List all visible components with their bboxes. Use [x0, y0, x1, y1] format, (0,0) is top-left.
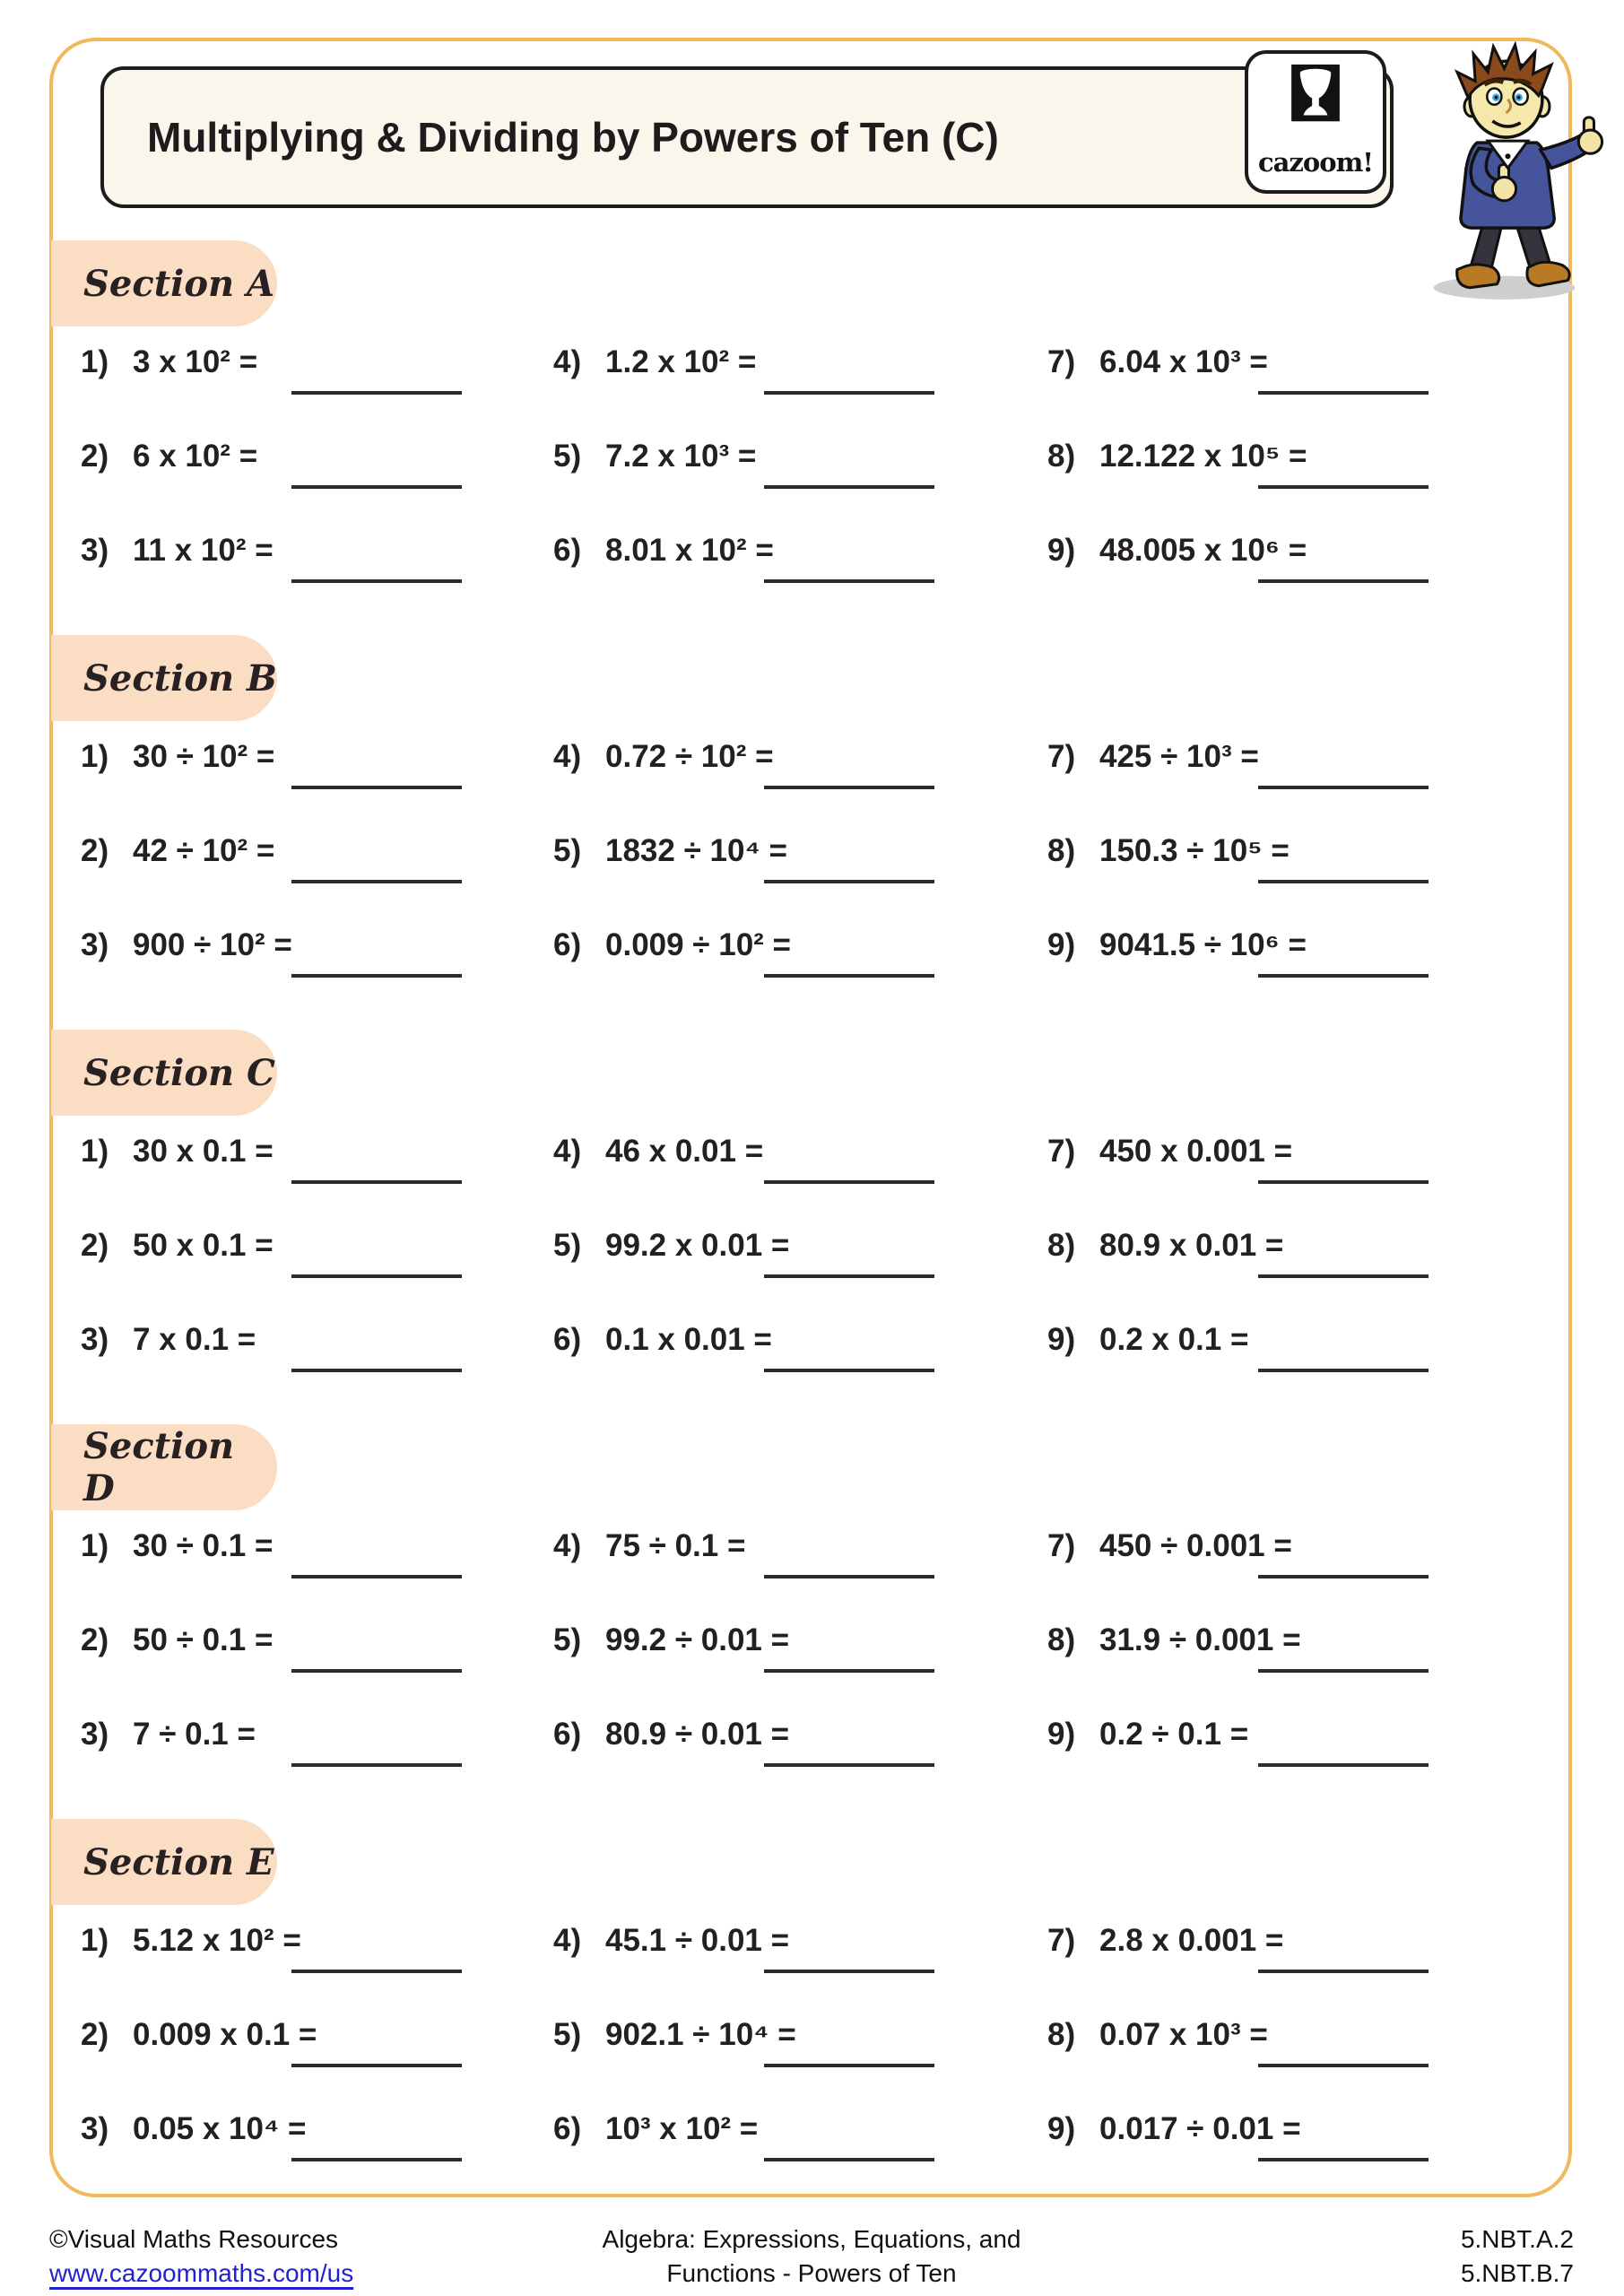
question-item	[553, 828, 1047, 922]
question-number: 8)	[1047, 833, 1076, 868]
answer-blank	[291, 391, 462, 395]
question-item	[81, 1617, 553, 1711]
answer-blank	[291, 2158, 462, 2161]
section-e	[51, 1819, 1572, 2213]
section-d	[51, 1424, 1572, 1819]
answer-blank	[764, 1369, 934, 1372]
question-number: 6)	[553, 1717, 582, 1752]
question-text	[81, 1317, 553, 1363]
question-item	[81, 527, 553, 622]
goblet-logo-icon	[1272, 63, 1359, 149]
footer-left	[49, 2222, 525, 2291]
question-expression: 99.2 ÷ 0.01 =	[605, 1622, 790, 1657]
answer-blank	[1258, 579, 1429, 583]
question-grid	[51, 734, 1572, 1016]
question-expression: 48.005 x 10⁶ =	[1099, 533, 1307, 568]
question-item	[1047, 433, 1575, 527]
question-item	[81, 339, 553, 433]
question-item	[1047, 828, 1575, 922]
question-expression: 75 ÷ 0.1 =	[605, 1528, 746, 1563]
question-item	[553, 734, 1047, 828]
section-c	[51, 1030, 1572, 1424]
question-number: 5)	[553, 2017, 582, 2052]
question-text	[81, 527, 553, 574]
section-header	[51, 1819, 277, 1905]
question-item	[1047, 734, 1575, 828]
question-number: 4)	[553, 1134, 582, 1169]
question-text	[1047, 1128, 1575, 1175]
answer-blank	[764, 880, 934, 883]
question-number: 5)	[553, 1622, 582, 1657]
question-expression: 0.2 x 0.1 =	[1099, 1322, 1249, 1357]
question-text	[81, 734, 553, 780]
boy-mascot-icon	[1406, 41, 1611, 309]
answer-blank	[764, 1763, 934, 1767]
question-text	[81, 922, 553, 969]
question-expression: 80.9 ÷ 0.01 =	[605, 1717, 790, 1752]
question-number: 7)	[1047, 1528, 1076, 1563]
answer-blank	[291, 880, 462, 883]
question-grid	[51, 1128, 1572, 1411]
question-expression: 0.009 x 0.1 =	[133, 2017, 317, 2052]
question-expression: 8.01 x 10² =	[605, 533, 774, 568]
answer-blank	[291, 1970, 462, 1973]
answer-blank	[764, 974, 934, 978]
section-b	[51, 635, 1572, 1030]
website-link[interactable]: www.cazoommaths.com/us	[49, 2258, 354, 2287]
question-number: 1)	[81, 1134, 109, 1169]
answer-blank	[291, 1369, 462, 1372]
question-number: 8)	[1047, 1622, 1076, 1657]
question-item	[1047, 2106, 1575, 2200]
answer-blank	[1258, 1369, 1429, 1372]
question-text	[553, 1222, 1047, 1269]
question-text	[1047, 1523, 1575, 1570]
question-column	[1047, 1523, 1575, 1805]
question-text	[553, 2106, 1047, 2152]
question-item	[553, 1711, 1047, 1805]
boy-mascot-illustration	[1406, 41, 1611, 309]
question-item	[1047, 922, 1575, 1016]
answer-blank	[1258, 1669, 1429, 1673]
question-text	[81, 2106, 553, 2152]
question-item	[553, 527, 1047, 622]
question-item	[81, 734, 553, 828]
answer-blank	[291, 579, 462, 583]
answer-blank	[764, 1274, 934, 1278]
answer-blank	[291, 1274, 462, 1278]
question-expression: 45.1 ÷ 0.01 =	[605, 1923, 790, 1958]
question-expression: 7 ÷ 0.1 =	[133, 1717, 256, 1752]
section-title: Section E	[83, 1840, 274, 1883]
question-grid	[51, 1918, 1572, 2200]
question-expression: 80.9 x 0.01 =	[1099, 1228, 1284, 1263]
question-number: 3)	[81, 1717, 109, 1752]
question-number: 3)	[81, 2111, 109, 2146]
question-text	[1047, 1222, 1575, 1269]
question-item	[81, 1317, 553, 1411]
question-item	[553, 1523, 1047, 1617]
question-item	[553, 2106, 1047, 2200]
question-item	[553, 339, 1047, 433]
question-expression: 7.2 x 10³ =	[605, 439, 757, 474]
question-item	[553, 1222, 1047, 1317]
question-text	[1047, 1617, 1575, 1664]
answer-blank	[764, 485, 934, 489]
question-column	[81, 339, 553, 622]
question-expression: 902.1 ÷ 10⁴ =	[605, 2017, 796, 2052]
section-header	[51, 240, 277, 326]
answer-blank	[1258, 2158, 1429, 2161]
question-number: 5)	[553, 1228, 582, 1263]
question-column	[553, 339, 1047, 622]
answer-blank	[291, 1669, 462, 1673]
question-expression: 0.2 ÷ 0.1 =	[1099, 1717, 1249, 1752]
answer-blank	[291, 2064, 462, 2067]
answer-blank	[1258, 974, 1429, 978]
question-text	[81, 1128, 553, 1175]
question-expression: 7 x 0.1 =	[133, 1322, 256, 1357]
question-column	[553, 734, 1047, 1016]
question-text	[553, 2012, 1047, 2058]
page-title: Multiplying & Dividing by Powers of Ten (C)	[147, 114, 999, 161]
question-item	[1047, 1711, 1575, 1805]
question-expression: 1832 ÷ 10⁴ =	[605, 833, 787, 868]
answer-blank	[291, 1180, 462, 1184]
question-item	[1047, 527, 1575, 622]
question-expression: 0.07 x 10³ =	[1099, 2017, 1268, 2052]
question-text	[1047, 1711, 1575, 1758]
question-text	[553, 433, 1047, 480]
answer-blank	[764, 391, 934, 395]
question-number: 7)	[1047, 344, 1076, 379]
question-expression: 99.2 x 0.01 =	[605, 1228, 790, 1263]
question-item	[81, 1128, 553, 1222]
footer-standards	[1098, 2222, 1574, 2291]
answer-blank	[1258, 786, 1429, 789]
question-number: 4)	[553, 1528, 582, 1563]
question-number: 2)	[81, 2017, 109, 2052]
question-column	[553, 1523, 1047, 1805]
question-expression: 0.05 x 10⁴ =	[133, 2111, 307, 2146]
question-expression: 30 ÷ 10² =	[133, 739, 275, 774]
question-number: 3)	[81, 533, 109, 568]
copyright-text: ©Visual Maths Resources	[49, 2225, 339, 2253]
answer-blank	[291, 1763, 462, 1767]
question-number: 9)	[1047, 1322, 1076, 1357]
question-expression: 42 ÷ 10² =	[133, 833, 275, 868]
question-number: 6)	[553, 2111, 582, 2146]
question-expression: 6 x 10² =	[133, 439, 258, 474]
question-number: 8)	[1047, 2017, 1076, 2052]
question-expression: 900 ÷ 10² =	[133, 927, 292, 962]
question-expression: 0.72 ÷ 10² =	[605, 739, 774, 774]
question-text	[1047, 339, 1575, 386]
answer-blank	[291, 485, 462, 489]
question-item	[1047, 339, 1575, 433]
question-text	[1047, 1918, 1575, 1964]
question-column	[81, 1128, 553, 1411]
footer	[49, 2222, 1574, 2291]
question-text	[553, 922, 1047, 969]
question-expression: 425 ÷ 10³ =	[1099, 739, 1259, 774]
question-number: 6)	[553, 533, 582, 568]
question-text	[81, 1711, 553, 1758]
answer-blank	[1258, 1763, 1429, 1767]
answer-blank	[1258, 1575, 1429, 1578]
section-title: Section D	[83, 1425, 235, 1509]
question-text	[1047, 527, 1575, 574]
question-text	[553, 1617, 1047, 1664]
question-text	[81, 1222, 553, 1269]
question-column	[81, 734, 553, 1016]
question-number: 5)	[553, 439, 582, 474]
question-expression: 5.12 x 10² =	[133, 1923, 301, 1958]
question-expression: 46 x 0.01 =	[605, 1134, 764, 1169]
section-title: Section A	[83, 262, 275, 305]
question-item	[1047, 1617, 1575, 1711]
question-item	[1047, 1523, 1575, 1617]
question-number: 4)	[553, 1923, 582, 1958]
question-expression: 11 x 10² =	[133, 533, 274, 568]
question-number: 1)	[81, 739, 109, 774]
sections-container	[51, 240, 1572, 2213]
question-number: 1)	[81, 344, 109, 379]
question-item	[81, 1523, 553, 1617]
answer-blank	[764, 1180, 934, 1184]
question-text	[81, 1918, 553, 1964]
answer-blank	[764, 1669, 934, 1673]
question-number: 1)	[81, 1528, 109, 1563]
footer-topic-line1: Algebra: Expressions, Equations, and	[602, 2225, 1021, 2253]
question-item	[81, 2012, 553, 2106]
question-number: 3)	[81, 1322, 109, 1357]
standard-code-2: 5.NBT.B.7	[1460, 2258, 1574, 2287]
question-item	[553, 1317, 1047, 1411]
question-number: 8)	[1047, 1228, 1076, 1263]
footer-topic-line2: Functions - Powers of Ten	[666, 2258, 957, 2287]
question-number: 6)	[553, 1322, 582, 1357]
question-text	[553, 339, 1047, 386]
answer-blank	[1258, 485, 1429, 489]
question-expression: 30 x 0.1 =	[133, 1134, 274, 1169]
question-text	[81, 2012, 553, 2058]
section-title: Section B	[83, 657, 277, 700]
question-expression: 150.3 ÷ 10⁵ =	[1099, 833, 1290, 868]
question-item	[553, 433, 1047, 527]
question-item	[81, 433, 553, 527]
question-number: 4)	[553, 739, 582, 774]
question-column	[81, 1918, 553, 2200]
question-expression: 12.122 x 10⁵ =	[1099, 439, 1307, 474]
question-expression: 2.8 x 0.001 =	[1099, 1923, 1284, 1958]
answer-blank	[764, 2064, 934, 2067]
question-text	[553, 828, 1047, 874]
answer-blank	[764, 1575, 934, 1578]
question-expression: 450 ÷ 0.001 =	[1099, 1528, 1292, 1563]
question-expression: 31.9 ÷ 0.001 =	[1099, 1622, 1301, 1657]
question-text	[1047, 2012, 1575, 2058]
question-text	[1047, 922, 1575, 969]
question-text	[553, 1128, 1047, 1175]
question-number: 1)	[81, 1923, 109, 1958]
footer-topic	[525, 2222, 1098, 2291]
question-expression: 50 ÷ 0.1 =	[133, 1622, 274, 1657]
question-text	[553, 734, 1047, 780]
question-expression: 1.2 x 10² =	[605, 344, 757, 379]
logo-text: cazoom!	[1257, 147, 1374, 178]
question-column	[1047, 1128, 1575, 1411]
question-column	[1047, 734, 1575, 1016]
section-a	[51, 240, 1572, 635]
section-header	[51, 1424, 277, 1510]
question-number: 2)	[81, 439, 109, 474]
question-item	[81, 1918, 553, 2012]
question-expression: 6.04 x 10³ =	[1099, 344, 1268, 379]
question-number: 9)	[1047, 2111, 1076, 2146]
question-item	[1047, 1222, 1575, 1317]
question-number: 2)	[81, 833, 109, 868]
question-item	[81, 828, 553, 922]
answer-blank	[764, 1970, 934, 1973]
standard-code-1: 5.NBT.A.2	[1460, 2225, 1574, 2253]
question-item	[553, 1617, 1047, 1711]
question-item	[553, 1128, 1047, 1222]
question-item	[553, 2012, 1047, 2106]
question-item	[1047, 2012, 1575, 2106]
question-item	[553, 1918, 1047, 2012]
answer-blank	[764, 579, 934, 583]
answer-blank	[291, 786, 462, 789]
answer-blank	[291, 974, 462, 978]
question-number: 9)	[1047, 927, 1076, 962]
question-column	[1047, 339, 1575, 622]
question-text	[81, 1523, 553, 1570]
answer-blank	[291, 1575, 462, 1578]
question-item	[81, 1222, 553, 1317]
cazoom-logo	[1245, 50, 1386, 194]
question-expression: 9041.5 ÷ 10⁶ =	[1099, 927, 1307, 962]
section-title: Section C	[83, 1051, 275, 1094]
question-number: 7)	[1047, 739, 1076, 774]
question-number: 8)	[1047, 439, 1076, 474]
question-item	[81, 2106, 553, 2200]
answer-blank	[1258, 1970, 1429, 1973]
question-number: 7)	[1047, 1923, 1076, 1958]
question-number: 2)	[81, 1228, 109, 1263]
question-expression: 30 ÷ 0.1 =	[133, 1528, 274, 1563]
answer-blank	[1258, 880, 1429, 883]
question-expression: 450 x 0.001 =	[1099, 1134, 1293, 1169]
question-number: 5)	[553, 833, 582, 868]
question-text	[1047, 433, 1575, 480]
question-text	[81, 433, 553, 480]
question-text	[553, 1711, 1047, 1758]
question-column	[1047, 1918, 1575, 2200]
question-number: 9)	[1047, 1717, 1076, 1752]
question-text	[553, 1523, 1047, 1570]
question-text	[81, 828, 553, 874]
question-expression: 10³ x 10² =	[605, 2111, 759, 2146]
section-header	[51, 1030, 277, 1116]
question-text	[1047, 1317, 1575, 1363]
answer-blank	[764, 2158, 934, 2161]
question-number: 7)	[1047, 1134, 1076, 1169]
answer-blank	[1258, 391, 1429, 395]
question-expression: 0.009 ÷ 10² =	[605, 927, 791, 962]
question-expression: 3 x 10² =	[133, 344, 258, 379]
question-item	[81, 1711, 553, 1805]
question-number: 6)	[553, 927, 582, 962]
question-text	[1047, 828, 1575, 874]
question-text	[553, 1317, 1047, 1363]
question-number: 4)	[553, 344, 582, 379]
answer-blank	[764, 786, 934, 789]
question-text	[81, 339, 553, 386]
question-number: 2)	[81, 1622, 109, 1657]
question-item	[1047, 1128, 1575, 1222]
question-number: 3)	[81, 927, 109, 962]
question-item	[553, 922, 1047, 1016]
question-column	[81, 1523, 553, 1805]
question-grid	[51, 1523, 1572, 1805]
question-expression: 0.1 x 0.01 =	[605, 1322, 772, 1357]
question-column	[553, 1128, 1047, 1411]
question-text	[553, 527, 1047, 574]
question-item	[81, 922, 553, 1016]
answer-blank	[1258, 1274, 1429, 1278]
question-item	[1047, 1317, 1575, 1411]
question-item	[1047, 1918, 1575, 2012]
question-text	[1047, 734, 1575, 780]
answer-blank	[1258, 2064, 1429, 2067]
question-text	[1047, 2106, 1575, 2152]
question-text	[81, 1617, 553, 1664]
section-header	[51, 635, 277, 721]
question-expression: 50 x 0.1 =	[133, 1228, 274, 1263]
question-expression: 0.017 ÷ 0.01 =	[1099, 2111, 1301, 2146]
question-number: 9)	[1047, 533, 1076, 568]
question-text	[553, 1918, 1047, 1964]
worksheet-header	[100, 66, 1394, 208]
question-column	[553, 1918, 1047, 2200]
question-grid	[51, 339, 1572, 622]
answer-blank	[1258, 1180, 1429, 1184]
